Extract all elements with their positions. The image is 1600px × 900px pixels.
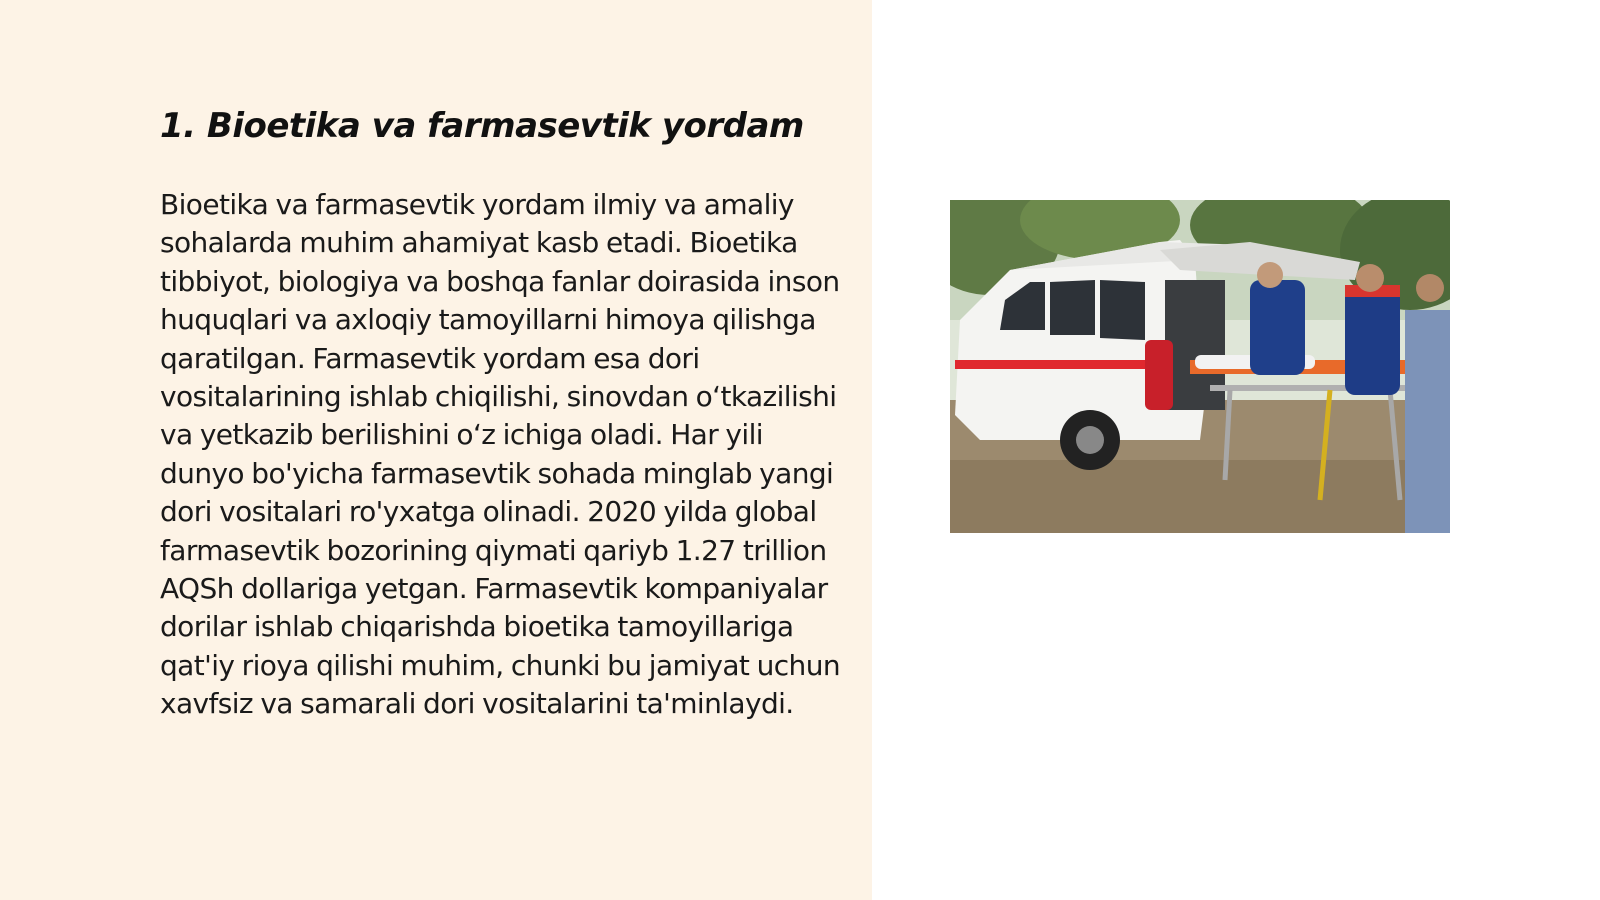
slide-body-text: Bioetika va farmasevtik yordam ilmiy va amaliy sohalarda muhim ahamiyat kasb etadi. Bioetika tibbiyot, biologiya va boshqa fanlar doirasida inson huquqlari va axloqiy tamoyillarni himoya qilishga qaratilgan. Farmasevtik yordam esa dori vositalarining ishlab chiqilishi, sinovdan oʻtkazilishi va yetkazib berilishini oʻz ichiga oladi. Har yili dunyo bo'yicha farmasevtik sohada minglab yangi dori vositalari ro'yxatga olinadi. 2020 yilda global farmasevtik bozorining qiymati qariyb 1.27 trillion AQSh dollariga yetgan. Farmasevtik kompaniyalar dorilar ishlab chiqarishda bioetika tamoyillariga qat'iy rioya qilishi muhim, chunki bu jamiyat uchun xavfsiz va samarali dori vositalarini ta'minlaydi. (160, 188, 840, 721)
slide-title: 1. Bioetika va farmasevtik yordam (160, 106, 804, 146)
ambulance-photo (950, 200, 1450, 533)
